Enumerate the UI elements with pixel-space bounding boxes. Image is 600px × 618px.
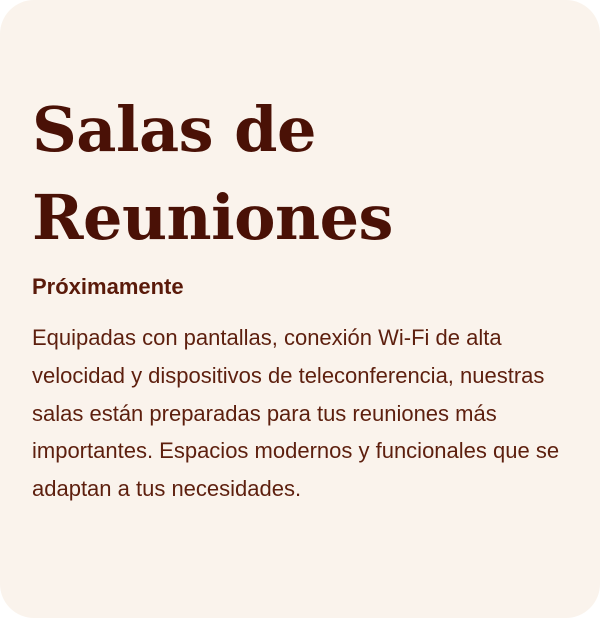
page-title: Salas de Reuniones xyxy=(32,93,393,255)
card-description: Equipadas con pantallas, conexión Wi-Fi de alta velocidad y dispositivos de teleconferencia, nuestras salas están preparadas para tus reuniones más importantes. Espacios modernos y funcionales que se adaptan a tus necesidades. xyxy=(32,324,560,502)
status-badge: Próximamente xyxy=(32,274,184,300)
